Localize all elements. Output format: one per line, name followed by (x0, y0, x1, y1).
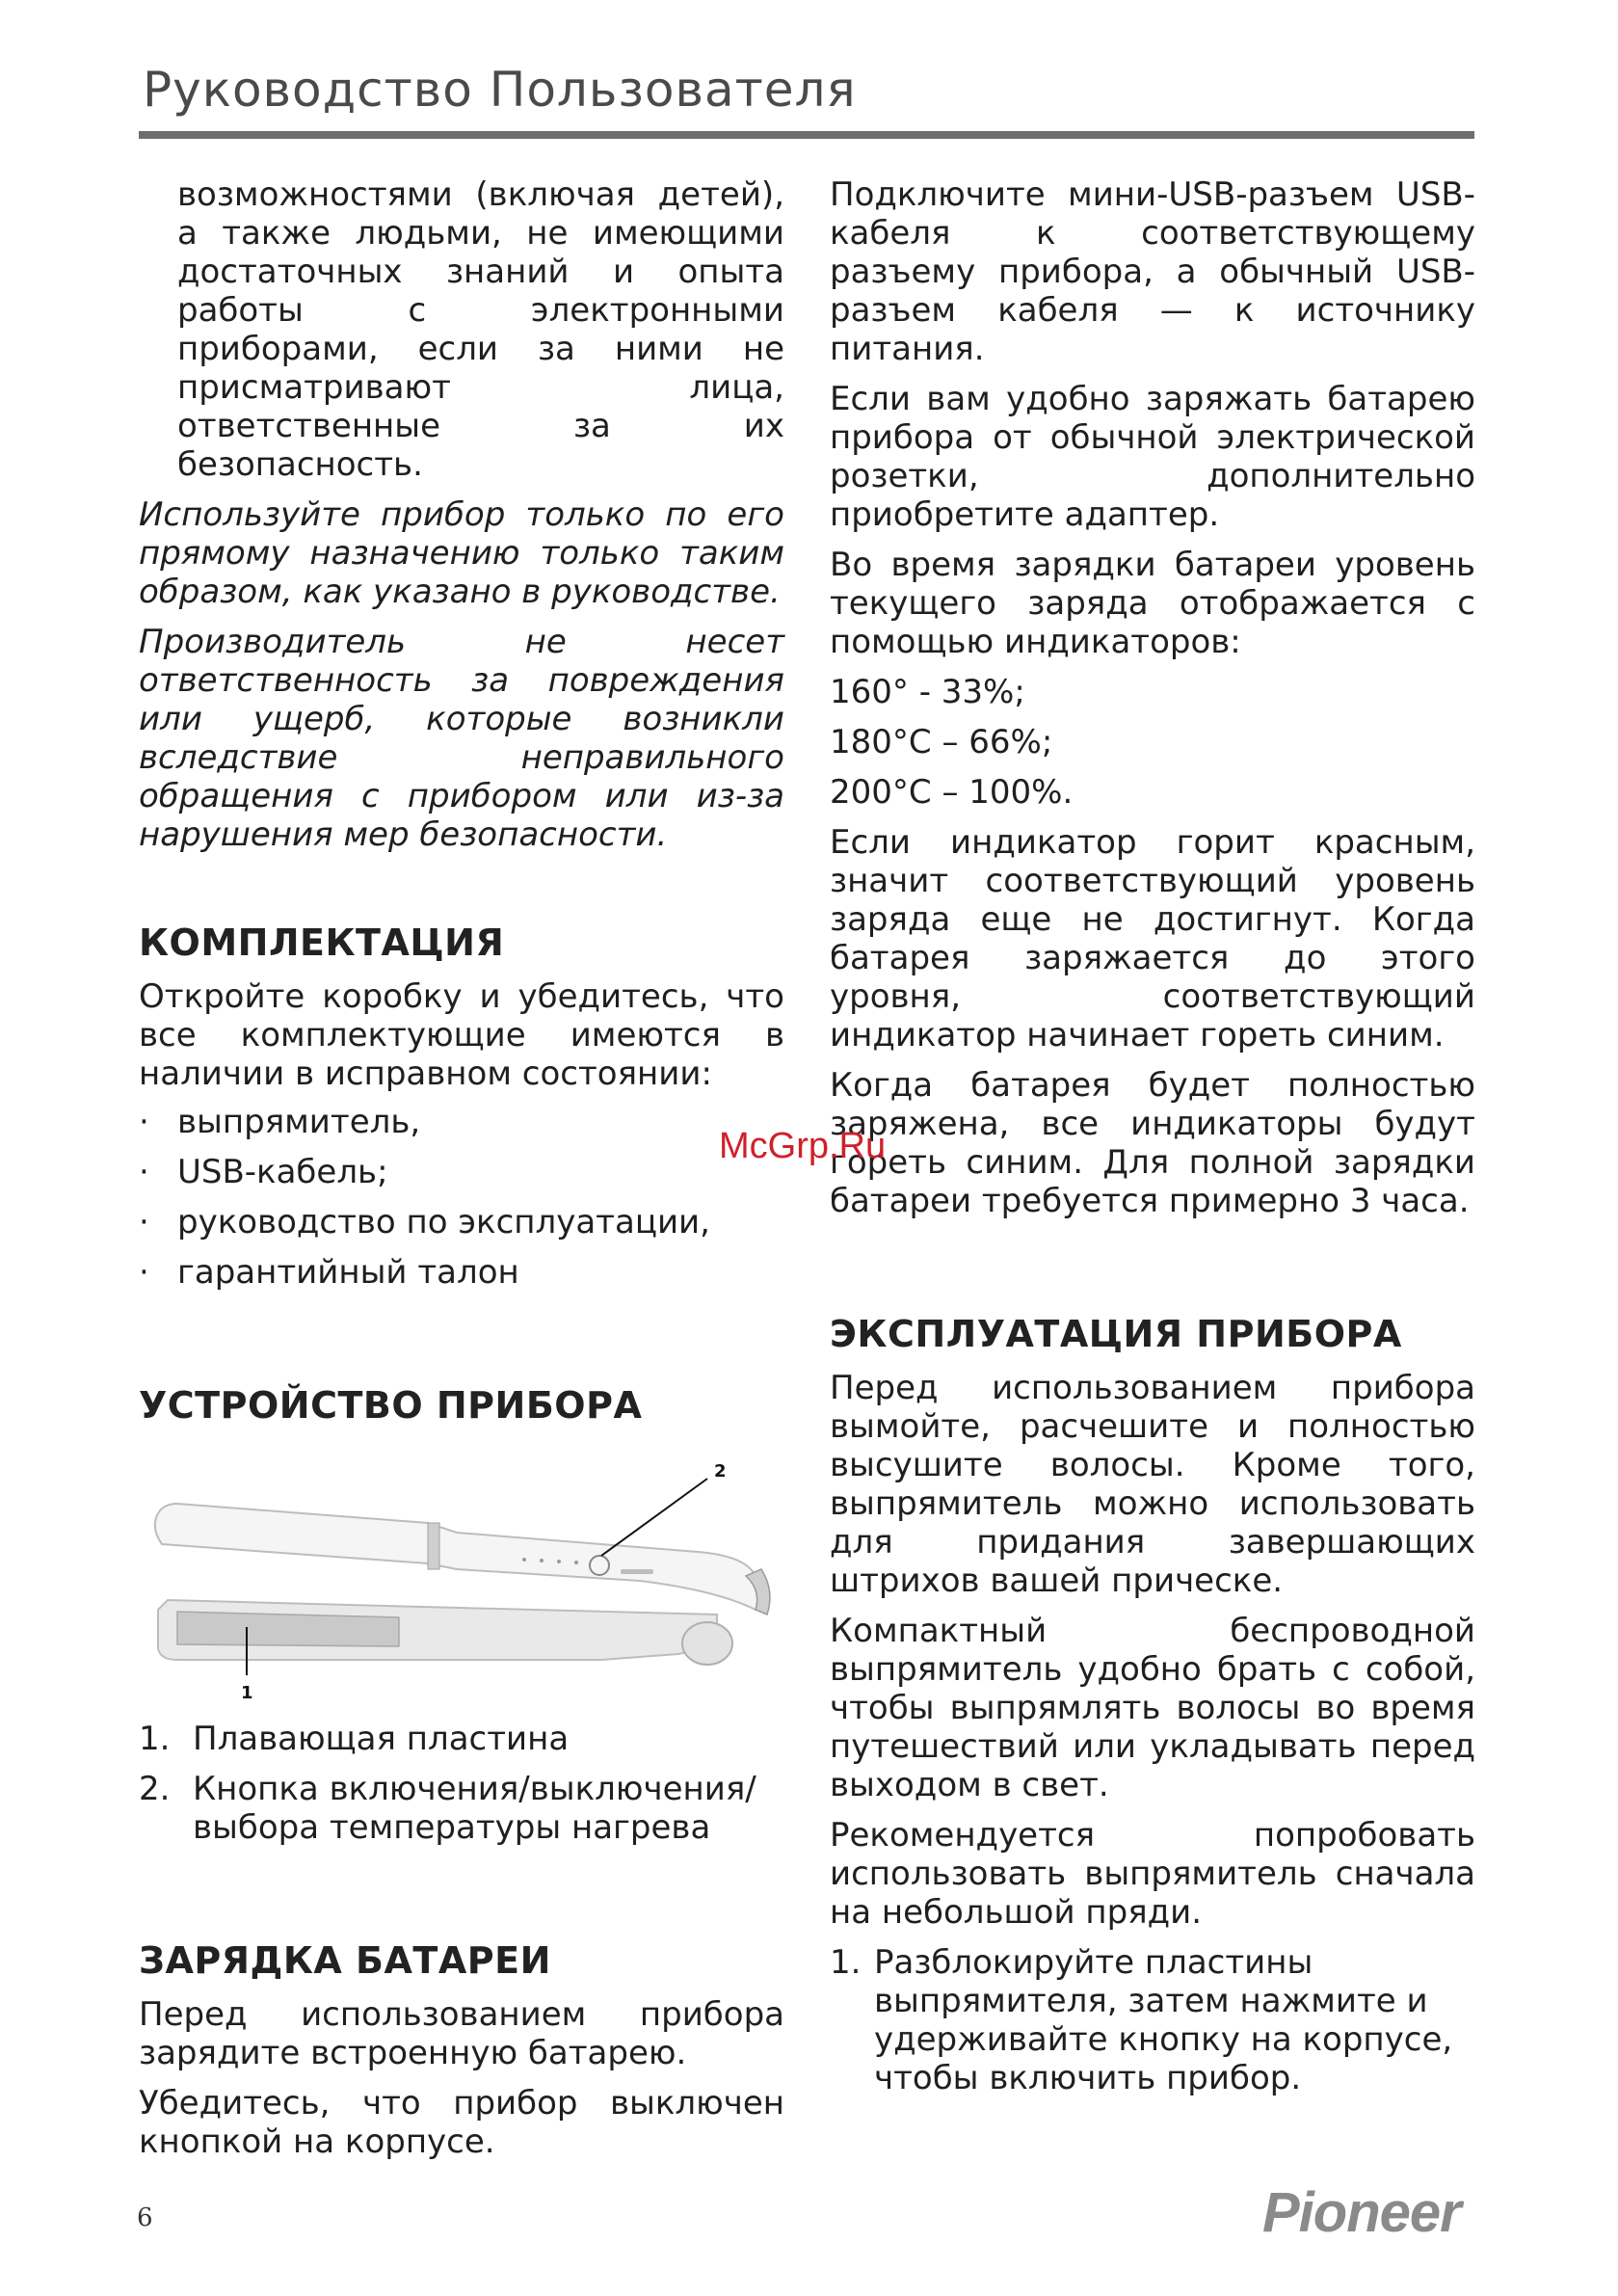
operation-text-2: Компактный беспроводной выпрямитель удобно брать с собой, чтобы выпрямлять волосы во время путешествий или укладывать перед выходом в свет. (830, 1612, 1475, 1804)
list-item: · выпрямитель, (139, 1103, 421, 1141)
list-item: · руководство по эксплуатации, (139, 1203, 710, 1241)
charge-level-text: Во время зарядки батареи уровень текущего заряда отображается с помощью индикаторов: (830, 546, 1475, 661)
charge-level-200: 200°C – 100%. (830, 773, 1074, 812)
list-item: 1. Плавающая пластина (139, 1720, 570, 1758)
usb-connect-text: Подключите мини-USB-разъем USB-кабеля к соответствующему разъему прибора, а обычный USB-разъем кабеля — к источнику питания. (830, 175, 1475, 368)
header-rule (139, 131, 1474, 139)
kit-heading: КОМПЛЕКТАЦИЯ (139, 921, 505, 964)
brand-logo: Pioneer (1262, 2181, 1461, 2244)
list-item: 2. Кнопка включения/выключения/ выбора температуры нагрева (139, 1770, 756, 1847)
page-number: 6 (137, 2203, 153, 2232)
device-illustration (139, 1455, 784, 1706)
right-column (830, 175, 1475, 2109)
operation-text-1: Перед использованием прибора вымойте, расчешите и полностью высушите волосы. Кроме того, выпрямитель можно использовать для придания завершающих штрихов вашей прическе. (830, 1369, 1475, 1600)
list-item: · USB-кабель; (139, 1153, 388, 1191)
hair-straightener-image (139, 1455, 784, 1706)
kit-text: Откройте коробку и убедитесь, что все комплектующие имеются в наличии в исправном состоянии: (139, 977, 784, 1093)
operation-steps (830, 1943, 1475, 2097)
charge-text-1: Перед использованием прибора зарядите встроенную батарею. (139, 1995, 784, 2072)
operation-text-3: Рекомендуется попробовать использовать выпрямитель сначала на небольшой пряди. (830, 1816, 1475, 1932)
charge-text-2: Убедитесь, что прибор выключен кнопкой на корпусе. (139, 2084, 784, 2161)
callout-2: 2 (714, 1461, 727, 1482)
list-item: 1. Разблокируйте пластины выпрямителя, затем нажмите и удерживайте кнопку на корпусе, чтобы включить прибор. (830, 1943, 1453, 2097)
indicator-red-text: Если индикатор горит красным, значит соответствующий уровень заряда еще не достигнут. Когда батарея заряжается до этого уровня, соответствующий индикатор начинает гореть синим. (830, 823, 1475, 1055)
operation-heading: ЭКСПЛУАТАЦИЯ ПРИБОРА (830, 1313, 1402, 1355)
device-parts-list (139, 1720, 784, 1847)
left-column (139, 175, 784, 2161)
adapter-text: Если вам удобно заряжать батарею прибора от обычной электрической розетки, дополнительно приобретите адаптер. (830, 380, 1475, 534)
page-header-title: Руководство Пользователя (143, 62, 857, 118)
kit-list (139, 1103, 784, 1292)
device-heading: УСТРОЙСТВО ПРИБОРА (139, 1384, 643, 1427)
charge-level-160: 160° - 33%; (830, 673, 1025, 711)
italic-note-liability: Производитель не несет ответственность за повреждения или ущерб, которые возникли вследствие неправильного обращения с прибором или из-за нарушения мер безопасности. (139, 623, 784, 854)
italic-note-usage: Используйте прибор только по его прямому назначению только таким образом, как указано в руководстве. (139, 495, 784, 611)
full-charge-text: Когда батарея будет полностью заряжена, все индикаторы будут гореть синим. Для полной зарядки батареи требуется примерно 3 часа. (830, 1066, 1475, 1220)
intro-paragraph: возможностями (включая детей), а также людьми, не имеющими достаточных знаний и опыта работы с электронными приборами, если за ними не присматривают лица, ответственные за их безопасность. (177, 175, 784, 484)
callout-1: 1 (241, 1683, 253, 1703)
charge-heading: ЗАРЯДКА БАТАРЕИ (139, 1939, 551, 1982)
charge-level-180: 180°C – 66%; (830, 723, 1053, 761)
list-item: · гарантийный талон (139, 1253, 519, 1292)
watermark: McGrp.Ru (719, 1126, 887, 1166)
